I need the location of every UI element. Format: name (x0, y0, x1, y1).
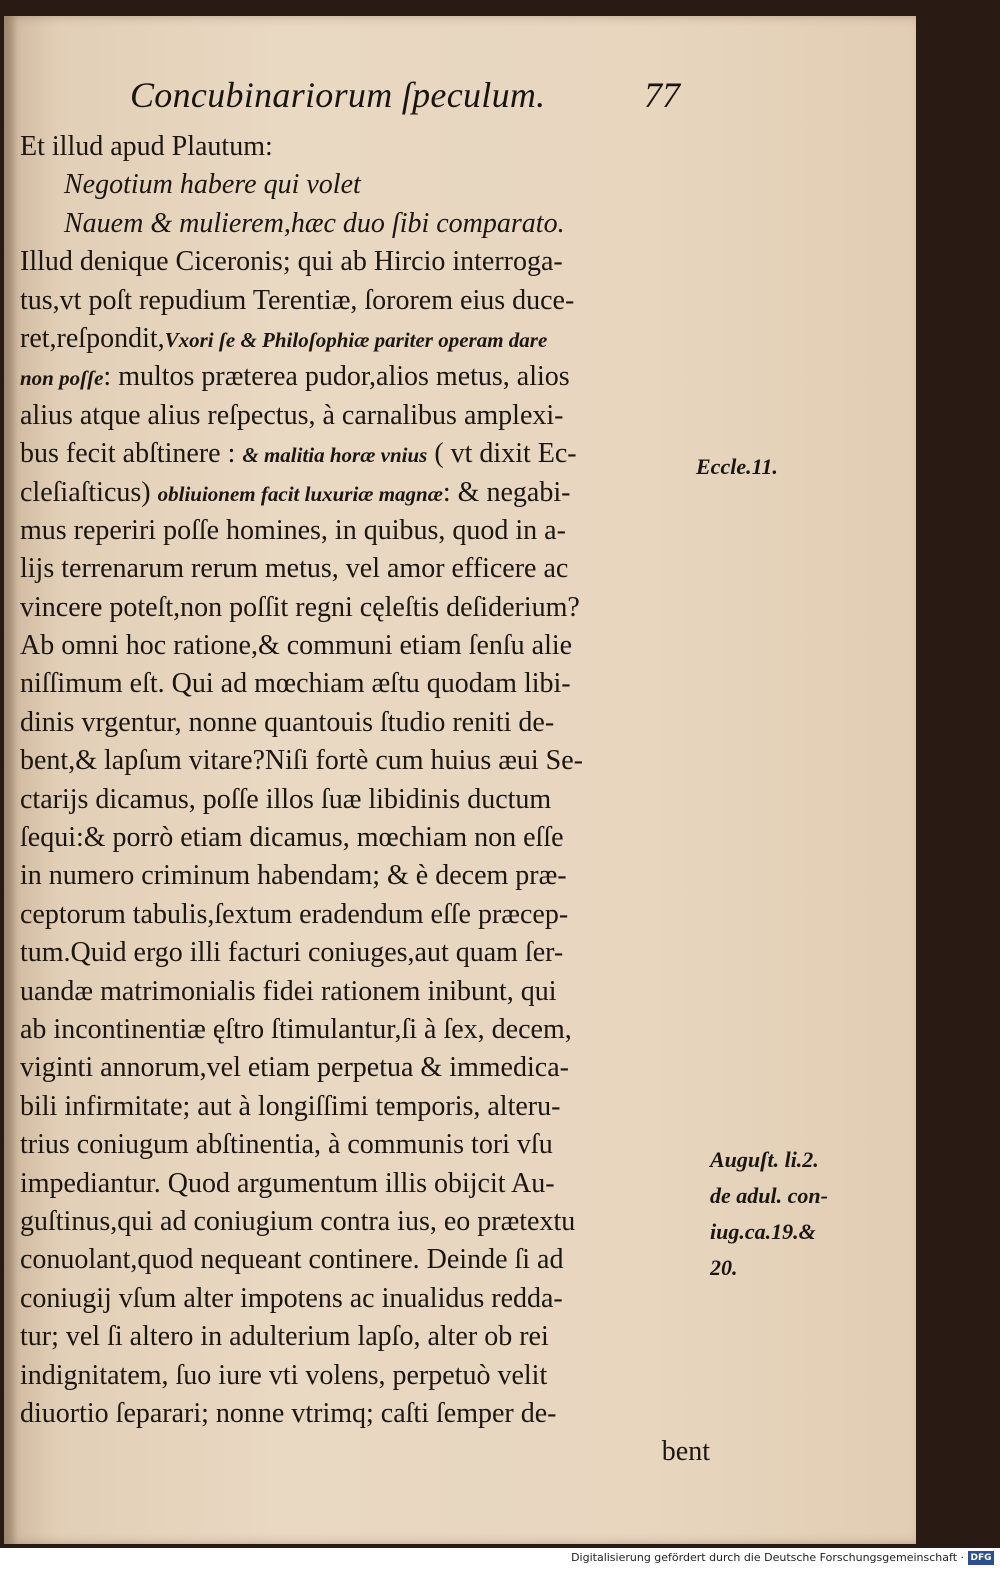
margin-note-line: de adul. con- (710, 1183, 828, 1208)
text-line: dinis vrgentur, nonne quantouis ſtudio reniti de- (20, 706, 555, 738)
page-number: 77 (644, 75, 680, 115)
text-line: bili infirmitate; aut à longiſſimi temporis, alteru- (20, 1090, 561, 1122)
italic-phrase: obliuionem facit luxuriæ magnæ (157, 481, 443, 506)
text-line: vincere poteſt,non poſſit regni cęleſtis deſiderium? (20, 591, 580, 623)
text-line: coniugij vſum alter impotens ac inualidus redda- (20, 1282, 563, 1314)
text-line: Illud denique Ciceronis; qui ab Hircio interroga- (20, 246, 563, 278)
text-line: bent,& lapſum vitare?Niſi fortè cum huius æui Se- (20, 745, 583, 777)
margin-note-eccle: Eccle.11. (696, 454, 778, 479)
text-line: Ab omni hoc ratione,& communi etiam ſenſu alie (20, 630, 573, 662)
text-segment: ( vt dixit Ec- (434, 438, 577, 470)
italic-phrase: & malitia horæ vnius (242, 443, 428, 468)
text-line (20, 435, 710, 473)
footer-bar (0, 1548, 1000, 1570)
text-line: lijs terrenarum rerum metus, vel amor efficere ac (20, 553, 569, 585)
dfg-logo: DFG (968, 1551, 994, 1565)
text-segment: : & negabi- (442, 476, 571, 508)
cicero-quote: Vxori ſe & Philoſophiæ pariter operam dare (164, 327, 548, 352)
text-segment: : multos præterea pudor,alios metus, alios (103, 361, 570, 393)
body-text (20, 128, 710, 1472)
text-line: trius coniugum abſtinentia, à communis tori vſu (20, 1129, 553, 1161)
text-line: ab incontinentiæ ęſtro ſtimulantur,ſi à ſex, decem, (20, 1013, 572, 1045)
page-gutter (4, 16, 18, 1544)
text-line: alius atque alius reſpectus, à carnalibus amplexi- (20, 399, 564, 431)
book-page (4, 16, 916, 1544)
verse-line: Nauem & mulierem,hæc duo ſibi comparato. (64, 207, 565, 239)
text-line: tus,vt poſt repudium Terentiæ, ſororem eius duce- (20, 284, 575, 316)
text-line: mus reperiri poſſe homines, in quibus, quod in a- (20, 514, 566, 546)
text-line: guſtinus,qui ad coniugium contra ius, eo prætextu (20, 1205, 576, 1237)
text-line: niſſimum eſt. Qui ad mœchiam æſtu quodam libi- (20, 668, 571, 700)
text-line (20, 474, 710, 512)
page-header (4, 74, 916, 124)
text-line (20, 358, 710, 396)
text-segment: cleſiaſticus) (20, 476, 151, 508)
text-line: ceptorum tabulis,ſextum eradendum eſſe præcep- (20, 898, 569, 930)
text-line: tum.Quid ergo illi facturi coniuges,aut quam ſer- (20, 937, 564, 969)
text-line: Et illud apud Plautum: (20, 131, 273, 162)
text-line: indignitatem, ſuo iure vti volens, perpetuò velit (20, 1359, 548, 1391)
text-line: tur; vel ſi altero in adulterium lapſo, alter ob rei (20, 1321, 549, 1353)
cicero-quote-end: non poſſe (20, 366, 104, 391)
text-line: in numero criminum habendam; & è decem præ- (20, 860, 567, 892)
margin-note-augustine (710, 1142, 828, 1286)
text-line: ſequi:& porrò etiam dicamus, mœchiam non eſſe (20, 822, 564, 854)
text-line: viginti annorum,vel etiam perpetua & immedica- (20, 1052, 569, 1084)
funding-credit: Digitalisierung gefördert durch die Deutsche Forschungsgemeinschaft · (571, 1551, 964, 1564)
margin-note-line: Auguſt. li.2. (710, 1147, 819, 1172)
catchword: bent (661, 1436, 710, 1468)
margin-note-line: 20. (710, 1255, 738, 1280)
text-line: diuortio ſeparari; nonne vtrimq; caſti ſemper de- (20, 1397, 557, 1429)
running-title: Concubinariorum ſpeculum. (130, 75, 546, 115)
margin-note-line: iug.ca.19.& (710, 1219, 816, 1244)
text-line: ctarijs dicamus, poſſe illos ſuæ libidinis ductum (20, 783, 552, 815)
text-line: conuolant,quod nequeant continere. Deinde ſi ad (20, 1244, 564, 1276)
text-segment: ret,reſpondit, (20, 322, 165, 354)
text-line: uandæ matrimonialis fidei rationem inibunt, qui (20, 975, 557, 1007)
text-line (20, 320, 710, 358)
text-segment: bus fecit abſtinere : (20, 438, 236, 470)
text-line: impediantur. Quod argumentum illis obijcit Au- (20, 1167, 555, 1199)
verse-line: Negotium habere qui volet (64, 169, 361, 201)
